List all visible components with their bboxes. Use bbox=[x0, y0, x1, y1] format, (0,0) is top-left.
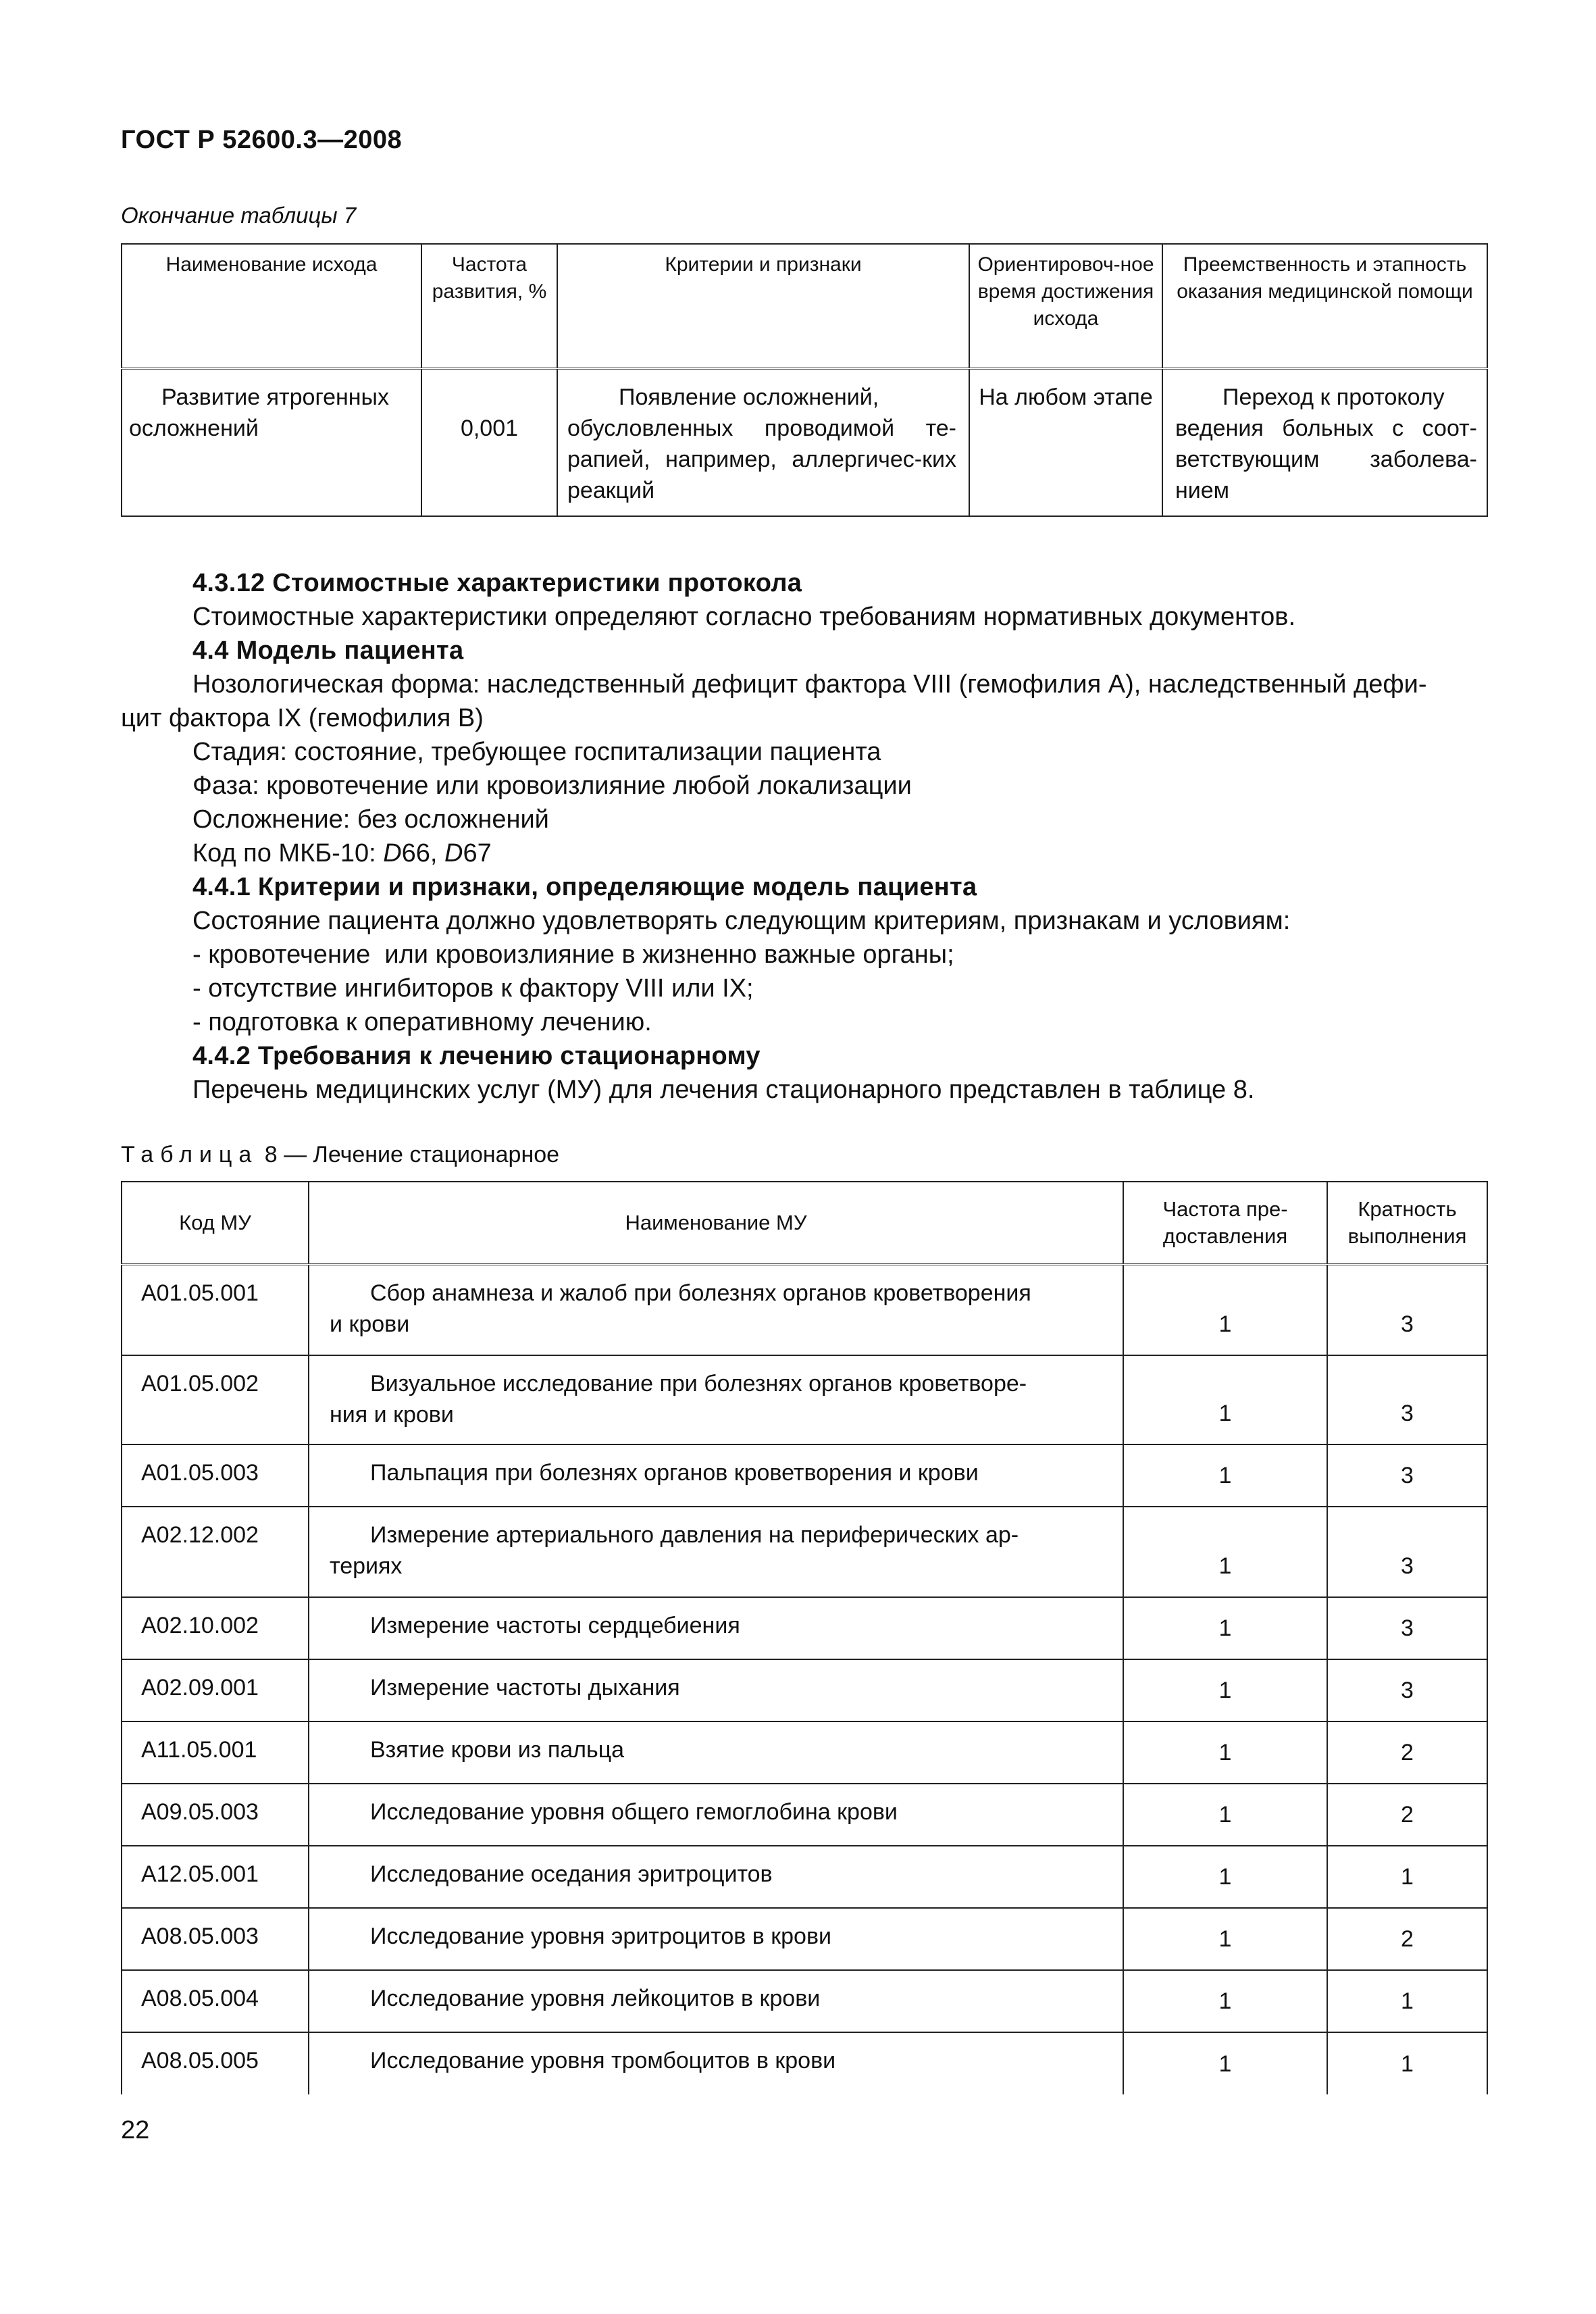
table8-col-multiplicity: Кратность выполнения bbox=[1327, 1182, 1487, 1265]
table8-cell-multiplicity: 1 bbox=[1327, 1846, 1487, 1908]
table8-name-first-line: Исследование оседания эритроцитов bbox=[370, 1861, 773, 1887]
body-text bbox=[121, 566, 1492, 1107]
table7-outcome-rest: осложнений bbox=[129, 416, 259, 441]
table7-col-outcome: Наименование исхода bbox=[122, 244, 421, 369]
table7-col-continuity: Преемственность и этапность оказания медицинской помощи bbox=[1162, 244, 1487, 369]
table8-cell-name bbox=[309, 1444, 1123, 1507]
table8-col-name: Наименование МУ bbox=[309, 1182, 1123, 1265]
table8-cell-name bbox=[309, 1597, 1123, 1659]
table8-cell-frequency: 1 bbox=[1123, 1265, 1327, 1355]
section-4-4-1-bullet-1: - кровотечение или кровоизлияние в жизненно важные органы; bbox=[192, 940, 954, 969]
section-4-4-title: 4.4 Модель пациента bbox=[192, 636, 464, 665]
table8-cell-multiplicity: 2 bbox=[1327, 1784, 1487, 1846]
table8-caption bbox=[121, 1142, 559, 1168]
table8-cell-multiplicity: 3 bbox=[1327, 1659, 1487, 1721]
table8-cell-code: A08.05.004 bbox=[122, 1970, 309, 2032]
table8-cell-name bbox=[309, 1846, 1123, 1908]
table8-cell-multiplicity: 3 bbox=[1327, 1597, 1487, 1659]
table-row bbox=[122, 1970, 1487, 2032]
table8-cell-code: A01.05.003 bbox=[122, 1444, 309, 1507]
table8-cell-frequency: 1 bbox=[1123, 1784, 1327, 1846]
table8-cell-name bbox=[309, 1970, 1123, 2032]
table8-name-first-line: Визуальное исследование при болезнях органов кроветворе- bbox=[370, 1370, 1027, 1397]
table8-cell-name bbox=[309, 1265, 1123, 1355]
table8-body bbox=[122, 1265, 1487, 2094]
table8-cell-code: A02.09.001 bbox=[122, 1659, 309, 1721]
table8-cell-name bbox=[309, 1507, 1123, 1597]
table8-name-first-line: Измерение частоты дыхания bbox=[370, 1674, 680, 1701]
table8-cell-name bbox=[309, 2032, 1123, 2094]
table7-criteria-rest: обусловленных проводимой те-рапией, например, аллергичес-ких реакций bbox=[567, 416, 956, 503]
table8-cell-code: A12.05.001 bbox=[122, 1846, 309, 1908]
icd-code-number-1: 66, bbox=[401, 839, 445, 867]
section-4-4-complication: Осложнение: без осложнений bbox=[192, 805, 549, 834]
table7-continuity-first: Переход к протоколу bbox=[1222, 384, 1445, 410]
table7-outcome-first: Развитие ятрогенных bbox=[161, 384, 389, 410]
section-4-4-icd-code bbox=[121, 836, 1492, 870]
table8-cell-name bbox=[309, 1908, 1123, 1970]
section-4-3-12-title: 4.3.12 Стоимостные характеристики протокола bbox=[192, 569, 802, 597]
table8-cell-frequency: 1 bbox=[1123, 1721, 1327, 1784]
section-4-4-2-text: Перечень медицинских услуг (МУ) для лечения стационарного представлен в таблице 8. bbox=[192, 1076, 1255, 1104]
table8-cell-code: A08.05.003 bbox=[122, 1908, 309, 1970]
table8-cell-frequency: 1 bbox=[1123, 1507, 1327, 1597]
table8-cell-code: A08.05.005 bbox=[122, 2032, 309, 2094]
table8-cell-multiplicity: 2 bbox=[1327, 1721, 1487, 1784]
section-4-3-12-text: Стоимостные характеристики определяют согласно требованиям нормативных документов. bbox=[192, 603, 1295, 631]
table8-cell-frequency: 1 bbox=[1123, 1355, 1327, 1444]
table8-cell-multiplicity: 3 bbox=[1327, 1355, 1487, 1444]
table8-cell-code: A02.12.002 bbox=[122, 1507, 309, 1597]
section-4-4-phase: Фаза: кровотечение или кровоизлияние любой локализации bbox=[192, 772, 912, 800]
icd-code-number-2: 67 bbox=[463, 839, 492, 867]
section-4-4-nosology: Нозологическая форма: наследственный дефицит фактора VIII (гемофилия А), наследственный дефи- bbox=[192, 670, 1427, 699]
table7-continuity-rest: ведения больных с соот-ветствующим заболева-нием bbox=[1175, 416, 1477, 503]
table8-cell-name bbox=[309, 1784, 1123, 1846]
table7-cell-continuity bbox=[1162, 369, 1487, 517]
table8-cell-multiplicity: 3 bbox=[1327, 1444, 1487, 1507]
table8-name-rest: и крови bbox=[330, 1311, 410, 1337]
table8-name-rest: териях bbox=[330, 1553, 403, 1579]
table-row bbox=[122, 1659, 1487, 1721]
table8-cell-frequency: 1 bbox=[1123, 1597, 1327, 1659]
table8-cell-code: A02.10.002 bbox=[122, 1597, 309, 1659]
table7-cell-criteria bbox=[557, 369, 969, 517]
table8-caption-word: Таблица bbox=[121, 1142, 259, 1167]
table8-col-frequency: Частота пре-доставления bbox=[1123, 1182, 1327, 1265]
table-row bbox=[122, 1265, 1487, 1355]
table8-name-first-line: Сбор анамнеза и жалоб при болезнях органов кроветворения bbox=[370, 1280, 1031, 1306]
table-row bbox=[122, 369, 1487, 517]
page-number: 22 bbox=[121, 2116, 150, 2144]
table8-cell-multiplicity: 1 bbox=[1327, 1970, 1487, 2032]
table7-col-criteria: Критерии и признаки bbox=[557, 244, 969, 369]
section-4-4-stage: Стадия: состояние, требующее госпитализации пациента bbox=[192, 738, 881, 766]
table8-name-rest: ния и крови bbox=[330, 1401, 454, 1428]
table8-cell-multiplicity: 3 bbox=[1327, 1265, 1487, 1355]
table8-cell-frequency: 1 bbox=[1123, 1908, 1327, 1970]
table7 bbox=[121, 243, 1488, 517]
table8-cell-frequency: 1 bbox=[1123, 1444, 1327, 1507]
table-row bbox=[122, 1721, 1487, 1784]
table8-caption-rest: 8 — Лечение стационарное bbox=[258, 1142, 560, 1167]
icd-code-letter-1: D bbox=[383, 839, 402, 867]
table8-cell-frequency: 1 bbox=[1123, 1970, 1327, 2032]
table8-cell-code: A11.05.001 bbox=[122, 1721, 309, 1784]
table7-header-row bbox=[122, 244, 1487, 369]
table8-name-first-line: Исследование уровня эритроцитов в крови bbox=[370, 1923, 832, 1949]
table8-name-first-line: Исследование уровня тромбоцитов в крови bbox=[370, 2047, 836, 2073]
document-header: ГОСТ Р 52600.3—2008 bbox=[121, 126, 403, 154]
section-4-4-1-bullet-3: - подготовка к оперативному лечению. bbox=[192, 1008, 652, 1036]
table8-cell-multiplicity: 1 bbox=[1327, 2032, 1487, 2094]
table7-cell-frequency: 0,001 bbox=[421, 369, 557, 517]
table8-header-row bbox=[122, 1182, 1487, 1265]
table8-name-first-line: Взятие крови из пальца bbox=[370, 1736, 625, 1763]
table8-col-code: Код МУ bbox=[122, 1182, 309, 1265]
table7-cell-outcome bbox=[122, 369, 421, 517]
table-row bbox=[122, 1507, 1487, 1597]
table8-name-first-line: Измерение артериального давления на периферических ар- bbox=[370, 1521, 1019, 1548]
section-4-4-1-text: Состояние пациента должно удовлетворять следующим критериям, признакам и условиям: bbox=[192, 907, 1291, 935]
table7-criteria-first: Появление осложнений, bbox=[619, 384, 879, 410]
table-row bbox=[122, 1444, 1487, 1507]
table8-name-first-line: Исследование уровня общего гемоглобина крови bbox=[370, 1799, 898, 1825]
table8-cell-multiplicity: 3 bbox=[1327, 1507, 1487, 1597]
table-row bbox=[122, 1846, 1487, 1908]
table8-name-first-line: Измерение частоты сердцебиения bbox=[370, 1612, 740, 1638]
table8-name-first-line: Исследование уровня лейкоцитов в крови bbox=[370, 1985, 821, 2011]
table8-cell-name bbox=[309, 1355, 1123, 1444]
table8 bbox=[121, 1181, 1488, 2094]
section-4-4-1-title: 4.4.1 Критерии и признаки, определяющие модель пациента bbox=[192, 873, 977, 901]
table8-cell-frequency: 1 bbox=[1123, 1846, 1327, 1908]
section-4-4-nosology-cont: цит фактора IX (гемофилия В) bbox=[121, 704, 484, 732]
table-row bbox=[122, 1355, 1487, 1444]
table7-caption: Окончание таблицы 7 bbox=[121, 203, 357, 228]
table8-cell-multiplicity: 2 bbox=[1327, 1908, 1487, 1970]
table8-cell-code: A01.05.001 bbox=[122, 1265, 309, 1355]
icd-code-letter-2: D bbox=[444, 839, 463, 867]
table-row bbox=[122, 1784, 1487, 1846]
table7-col-time: Ориентировоч-ное время достижения исхода bbox=[969, 244, 1162, 369]
table8-cell-name bbox=[309, 1721, 1123, 1784]
table8-cell-frequency: 1 bbox=[1123, 2032, 1327, 2094]
table8-cell-code: A01.05.002 bbox=[122, 1355, 309, 1444]
table8-cell-code: A09.05.003 bbox=[122, 1784, 309, 1846]
table-row bbox=[122, 2032, 1487, 2094]
section-4-4-2-title: 4.4.2 Требования к лечению стационарному bbox=[192, 1042, 761, 1070]
table8-cell-frequency: 1 bbox=[1123, 1659, 1327, 1721]
section-4-4-1-bullet-2: - отсутствие ингибиторов к фактору VIII или IX; bbox=[192, 974, 754, 1003]
table-row bbox=[122, 1597, 1487, 1659]
table8-name-first-line: Пальпация при болезнях органов кроветворения и крови bbox=[370, 1459, 979, 1486]
table7-col-frequency: Частота развития, % bbox=[421, 244, 557, 369]
table8-cell-name bbox=[309, 1659, 1123, 1721]
table-row bbox=[122, 1908, 1487, 1970]
table7-cell-time: На любом этапе bbox=[969, 369, 1162, 517]
icd-code-label: Код по МКБ-10: bbox=[192, 839, 384, 867]
